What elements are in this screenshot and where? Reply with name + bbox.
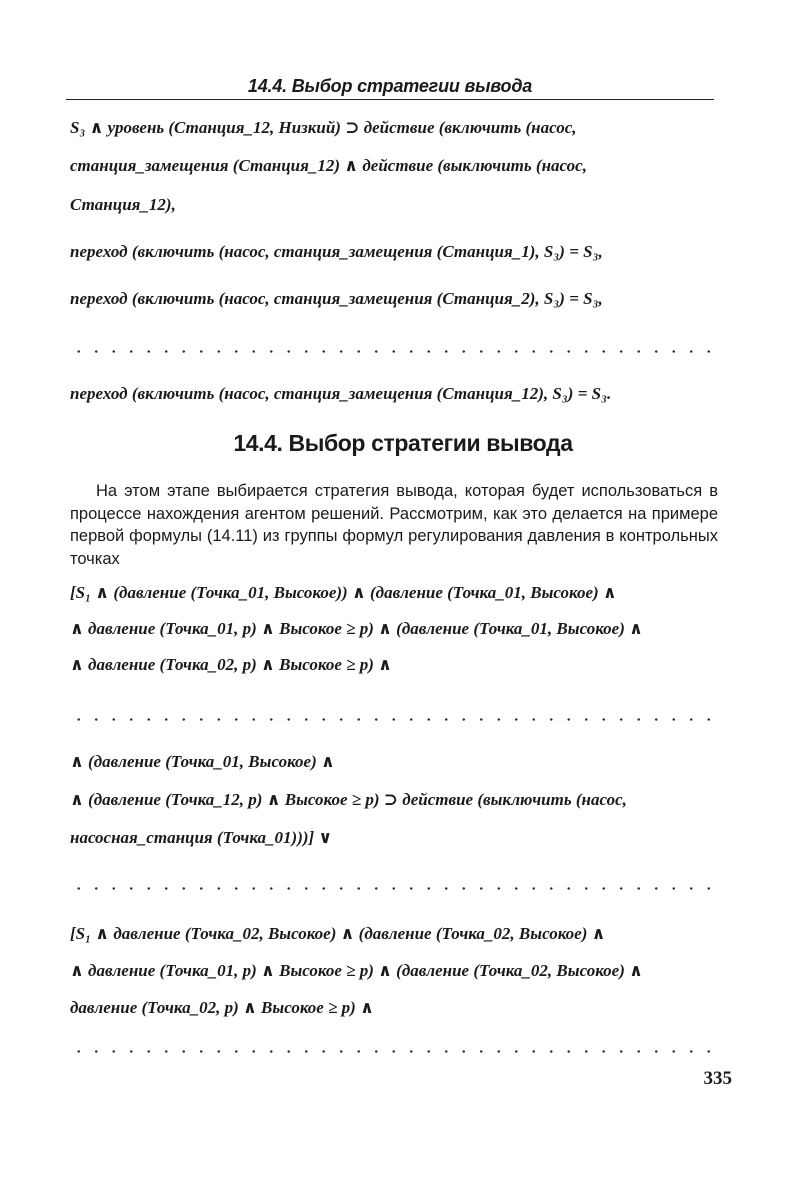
- formula-line: переход (включить (насос, станция_замещения (Станция_12), S₃) = S₃.: [70, 384, 612, 403]
- formula-line: ∧ давление (Точка_02, p) ∧ Высокое ≥ p) ∧: [70, 655, 392, 674]
- body-paragraph: На этом этапе выбирается стратегия вывода, которая будет использоваться в процессе нахождения агентом решений. Рассмотрим, как это делается на примере первой формулы (14.11) из группы формул регулирования давления в контрольных точках: [70, 482, 718, 568]
- formula-line: переход (включить (насос, станция_замещения (Станция_1), S₃) = S₃,: [70, 242, 603, 261]
- ellipsis-dots: [70, 350, 716, 353]
- formula-line: ∧ давление (Точка_01, p) ∧ Высокое ≥ p) ∧ (давление (Точка_01, Высокое) ∧: [70, 619, 643, 638]
- formula-line: ∧ (давление (Точка_12, p) ∧ Высокое ≥ p) ⊃ действие (выключить (насос,: [70, 790, 627, 809]
- formula-line: [S₁ ∧ (давление (Точка_01, Высокое)) ∧ (давление (Точка_01, Высокое) ∧: [70, 583, 617, 602]
- formula-line: переход (включить (насос, станция_замещения (Станция_2), S₃) = S₃,: [70, 289, 603, 308]
- running-header: 14.4. Выбор стратегии вывода: [247, 76, 533, 96]
- formula-line: давление (Точка_02, p) ∧ Высокое ≥ p) ∧: [70, 998, 374, 1017]
- formula-line: S₃ ∧ уровень (Станция_12, Низкий) ⊃ действие (включить (насос,: [70, 118, 577, 137]
- formula-line: ∧ (давление (Точка_01, Высокое) ∧: [70, 752, 335, 771]
- formula-line: ∧ давление (Точка_01, p) ∧ Высокое ≥ p) ∧ (давление (Точка_02, Высокое) ∧: [70, 961, 643, 980]
- page-number: 335: [703, 1068, 732, 1089]
- formula-line: Станция_12),: [70, 195, 176, 214]
- section-heading: 14.4. Выбор стратегии вывода: [233, 430, 573, 456]
- ellipsis-dots: [70, 718, 716, 721]
- ellipsis-dots: [70, 887, 716, 890]
- formula-line: насосная_станция (Точка_01)))] ∨: [70, 828, 333, 847]
- header-rule: [66, 99, 714, 100]
- ellipsis-dots: [70, 1050, 716, 1053]
- formula-line: [S₁ ∧ давление (Точка_02, Высокое) ∧ (давление (Точка_02, Высокое) ∧: [70, 924, 606, 943]
- formula-line: станция_замещения (Станция_12) ∧ действие (выключить (насос,: [70, 156, 587, 175]
